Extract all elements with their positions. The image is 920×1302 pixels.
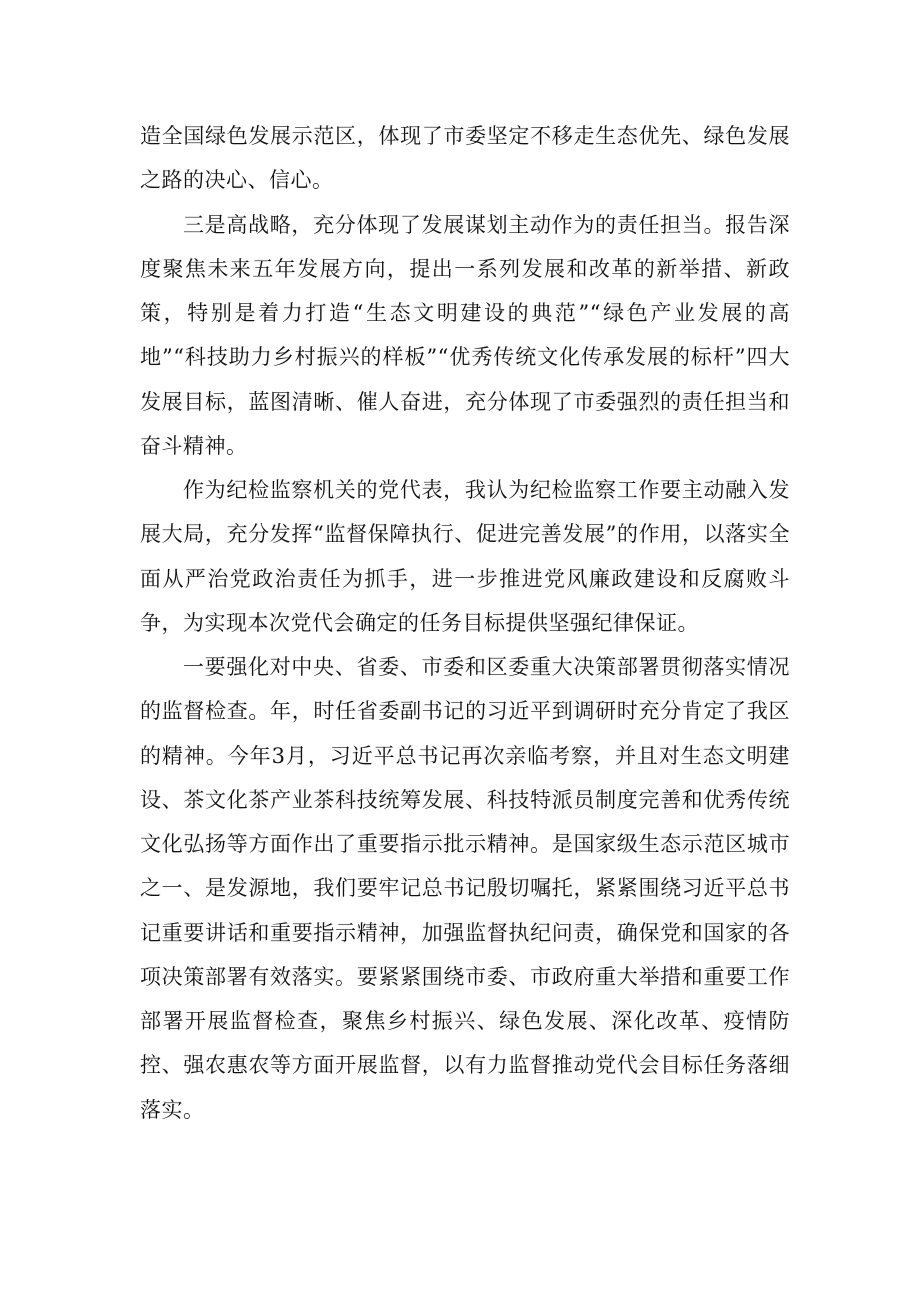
- document-body: [140, 114, 790, 1132]
- paragraph-strategy: 三是高战略，充分体现了发展谋划主动作为的责任担当。报告深度聚焦未来五年发展方向，提出一系列发展和改革的新举措、新政策，特别是着力打造“生态文明建设的典范”“绿色产业发展的高地”“科技助力乡村振兴的样板”“优秀传统文化传承发展的标杆”四大发展目标，蓝图清晰、催人奋进，充分体现了市委强烈的责任担当和奋斗精神。: [140, 212, 790, 458]
- paragraph-supervision: 一要强化对中央、省委、市委和区委重大决策部署贯彻落实情况的监督检查。年，时任省委副书记的习近平到调研时充分肯定了我区的精神。今年3月，习近平总书记再次亲临考察，并且对生态文明建设、茶文化茶产业茶科技统筹发展、科技特派员制度完善和优秀传统文化弘扬等方面作出了重要指示批示精神。是国家级生态示范区城市之一、是发源地，我们要牢记总书记殷切嘱托，紧紧围绕习近平总书记重要讲话和重要指示精神，加强监督执纪问责，确保党和国家的各项决策部署有效落实。要紧紧围绕市委、市政府重大举措和重要工作部署开展监督检查，聚焦乡村振兴、绿色发展、深化改革、疫情防控、强农惠农等方面开展监督，以有力监督推动党代会目标任务落细落实。: [140, 655, 790, 1122]
- paragraph-continuation: 造全国绿色发展示范区，体现了市委坚定不移走生态优先、绿色发展之路的决心、信心。: [140, 124, 790, 193]
- paragraph-discipline-role: 作为纪检监察机关的党代表，我认为纪检监察工作要主动融入发展大局，充分发挥“监督保障执行、促进完善发展”的作用，以落实全面从严治党政治责任为抓手，进一步推进党风廉政建设和反腐败斗争，为实现本次党代会确定的任务目标提供坚强纪律保证。: [140, 478, 790, 635]
